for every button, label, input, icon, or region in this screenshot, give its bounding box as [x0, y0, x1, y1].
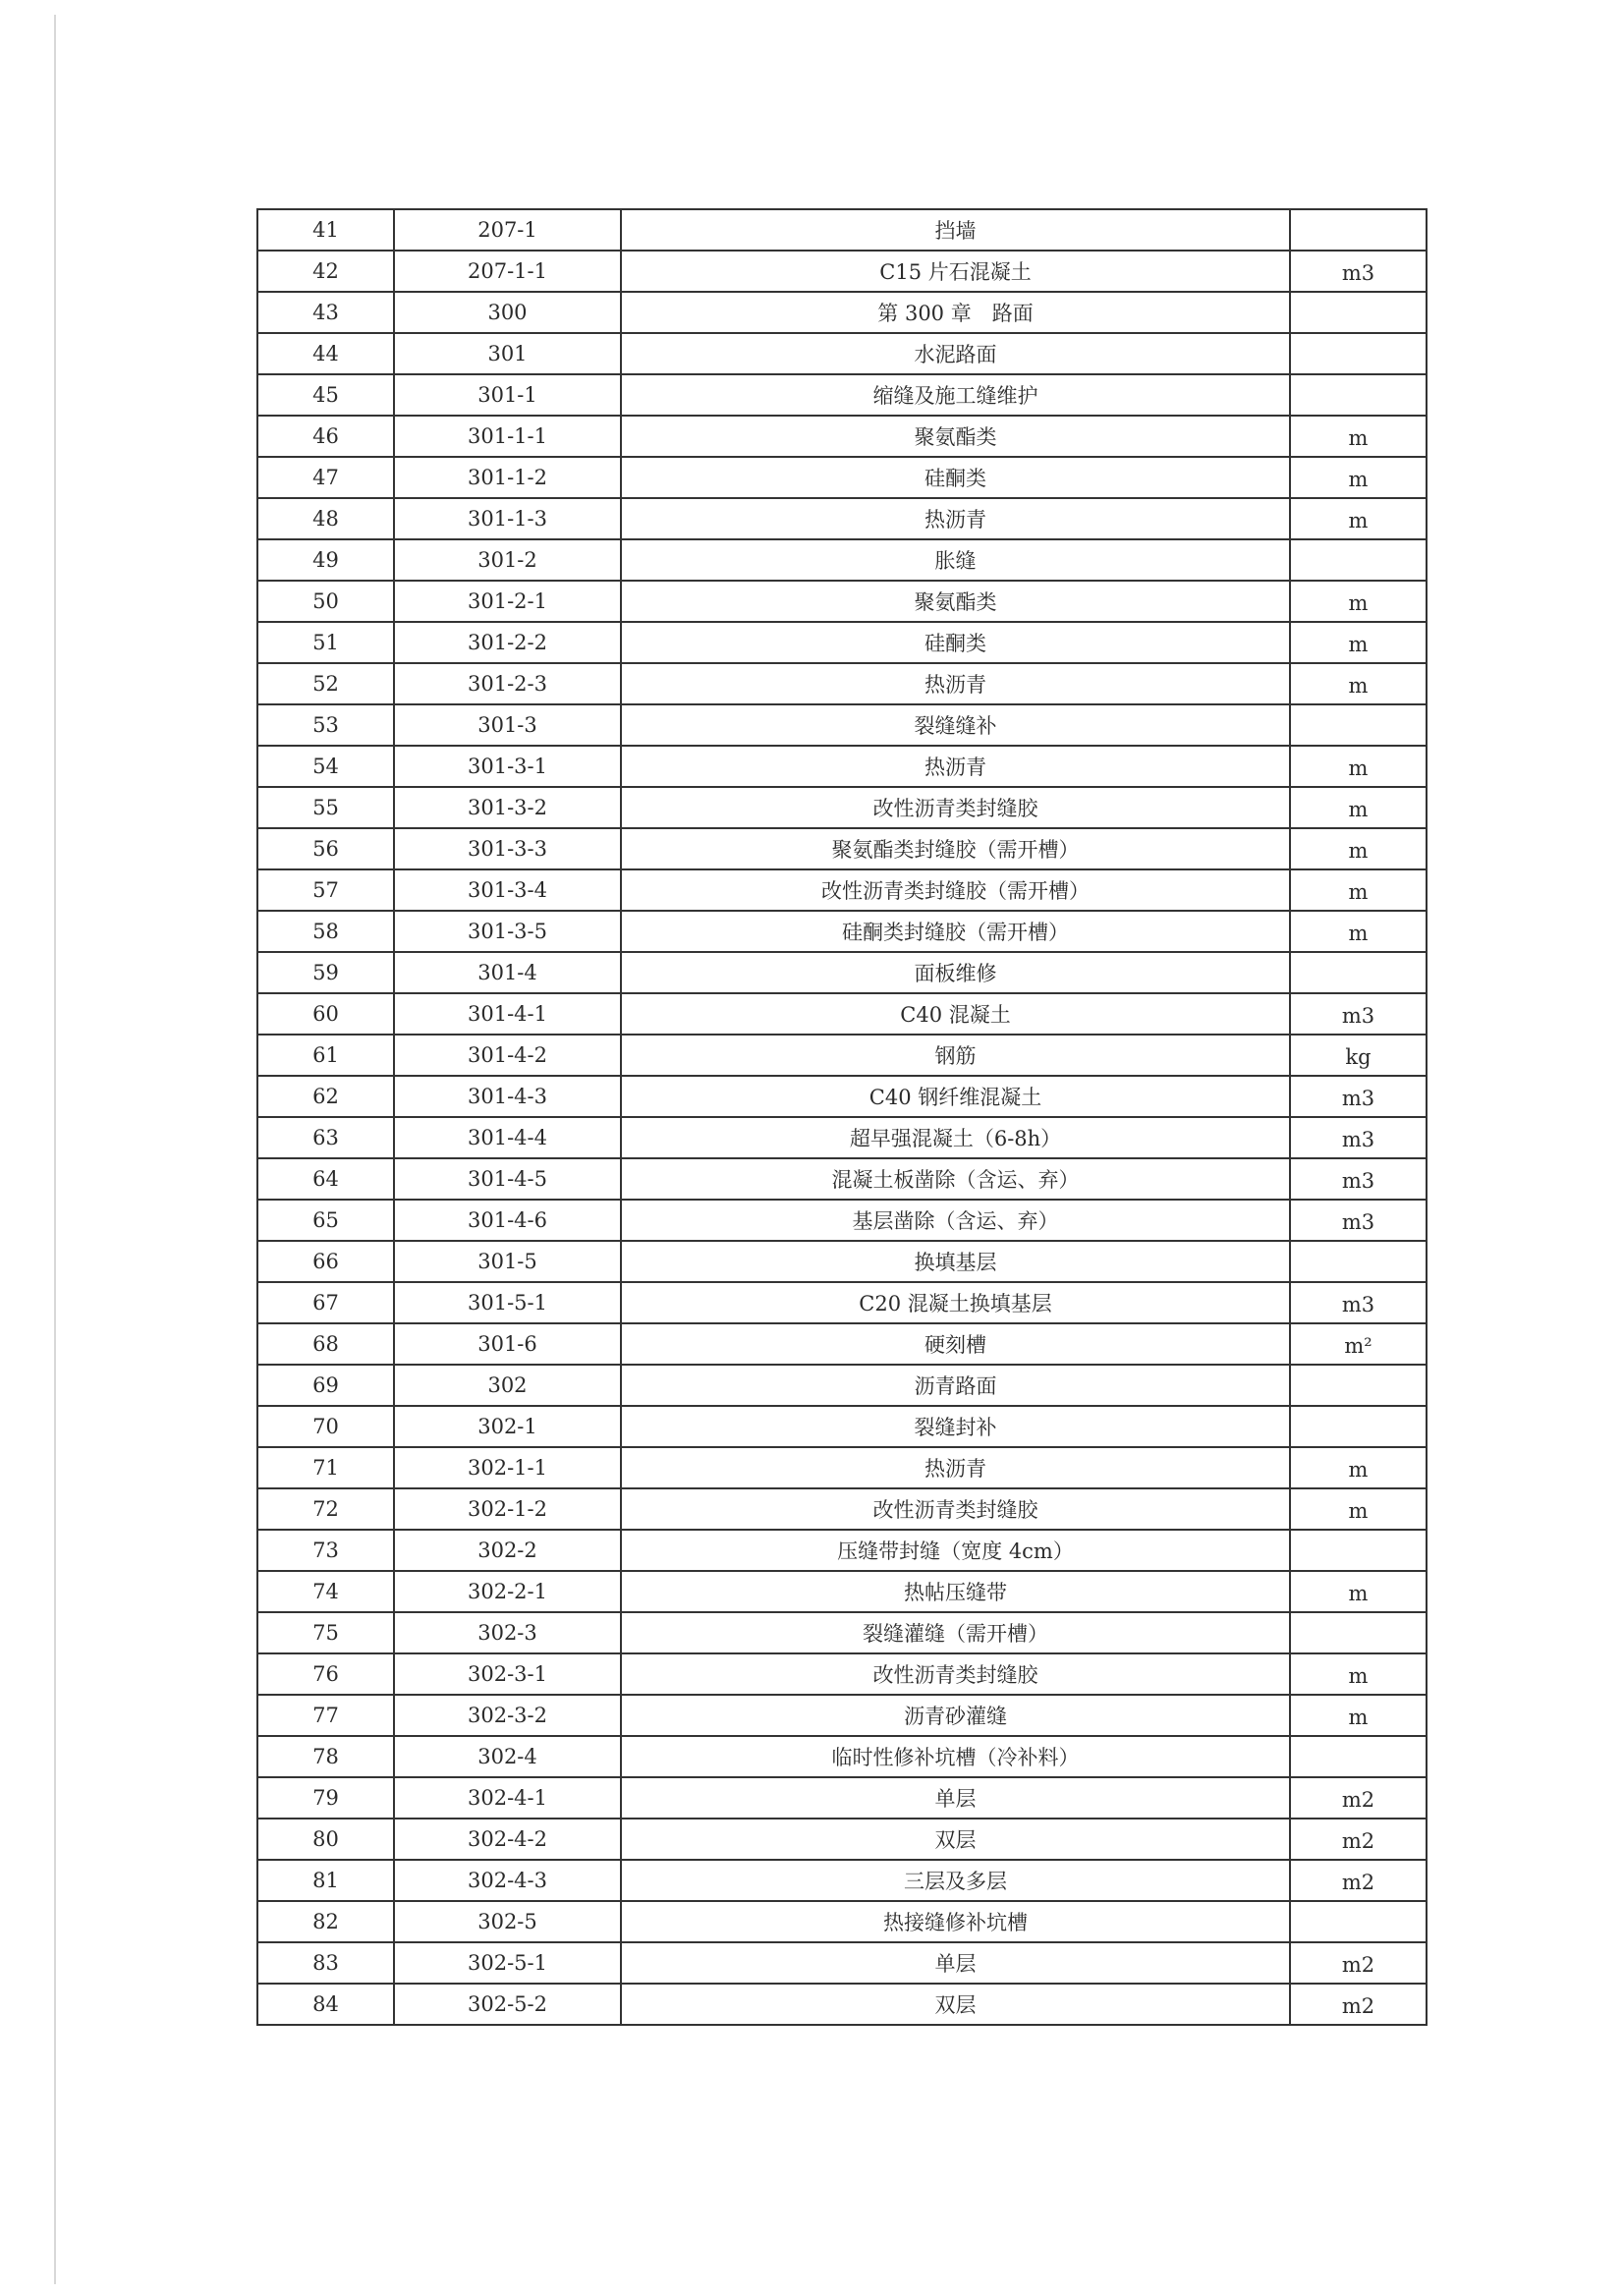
item-name-cell: 改性沥青类封缝胶（需开槽）	[621, 869, 1290, 911]
unit-cell: m	[1290, 498, 1427, 539]
item-name-cell: 裂缝封补	[621, 1406, 1290, 1447]
item-code-cell: 207-1	[394, 209, 621, 251]
table-row	[257, 1365, 1427, 1406]
table-row	[257, 539, 1427, 581]
unit-cell	[1290, 1736, 1427, 1777]
row-number-cell: 46	[257, 416, 394, 457]
table-row	[257, 498, 1427, 539]
row-number-cell: 74	[257, 1571, 394, 1612]
unit-cell	[1290, 1612, 1427, 1653]
item-code-cell: 302-2-1	[394, 1571, 621, 1612]
item-name-cell: 缩缝及施工缝维护	[621, 374, 1290, 416]
item-code-cell: 301-5-1	[394, 1282, 621, 1323]
row-number-cell: 49	[257, 539, 394, 581]
item-code-cell: 207-1-1	[394, 251, 621, 292]
item-name-cell: 硬刻槽	[621, 1323, 1290, 1365]
table-row	[257, 374, 1427, 416]
row-number-cell: 83	[257, 1942, 394, 1984]
item-name-cell: 热沥青	[621, 498, 1290, 539]
item-code-cell: 301-4-1	[394, 993, 621, 1035]
item-code-cell: 301-3-3	[394, 828, 621, 869]
item-code-cell: 302-3	[394, 1612, 621, 1653]
table-row	[257, 746, 1427, 787]
item-name-cell: 临时性修补坑槽（冷补料）	[621, 1736, 1290, 1777]
table-row	[257, 663, 1427, 704]
table-row	[257, 416, 1427, 457]
unit-cell: m2	[1290, 1777, 1427, 1819]
row-number-cell: 80	[257, 1819, 394, 1860]
row-number-cell: 72	[257, 1488, 394, 1530]
table-row	[257, 993, 1427, 1035]
row-number-cell: 48	[257, 498, 394, 539]
table-row	[257, 1200, 1427, 1241]
item-name-cell: 热帖压缝带	[621, 1571, 1290, 1612]
unit-cell: m2	[1290, 1984, 1427, 2025]
row-number-cell: 56	[257, 828, 394, 869]
item-name-cell: 挡墙	[621, 209, 1290, 251]
item-name-cell: 沥青砂灌缝	[621, 1695, 1290, 1736]
item-name-cell: 聚氨酯类	[621, 416, 1290, 457]
item-name-cell: 改性沥青类封缝胶	[621, 787, 1290, 828]
item-name-cell: 硅酮类	[621, 622, 1290, 663]
unit-cell: m	[1290, 1447, 1427, 1488]
item-name-cell: 三层及多层	[621, 1860, 1290, 1901]
unit-cell: m	[1290, 1488, 1427, 1530]
document-table-container	[256, 208, 1428, 2026]
unit-cell	[1290, 1241, 1427, 1282]
table-row	[257, 1612, 1427, 1653]
item-code-cell: 302-1-1	[394, 1447, 621, 1488]
unit-cell: m2	[1290, 1860, 1427, 1901]
row-number-cell: 64	[257, 1158, 394, 1200]
row-number-cell: 60	[257, 993, 394, 1035]
unit-cell: m	[1290, 828, 1427, 869]
work-items-table	[256, 208, 1428, 2026]
unit-cell: m2	[1290, 1819, 1427, 1860]
table-row	[257, 828, 1427, 869]
item-code-cell: 301-4-5	[394, 1158, 621, 1200]
row-number-cell: 62	[257, 1076, 394, 1117]
item-code-cell: 301-6	[394, 1323, 621, 1365]
unit-cell	[1290, 952, 1427, 993]
table-row	[257, 1406, 1427, 1447]
unit-cell: m2	[1290, 1942, 1427, 1984]
table-row	[257, 1530, 1427, 1571]
item-name-cell: 混凝土板凿除（含运、弃）	[621, 1158, 1290, 1200]
row-number-cell: 57	[257, 869, 394, 911]
row-number-cell: 81	[257, 1860, 394, 1901]
table-row	[257, 622, 1427, 663]
unit-cell: m	[1290, 1695, 1427, 1736]
table-row	[257, 1282, 1427, 1323]
item-code-cell: 301-2	[394, 539, 621, 581]
row-number-cell: 84	[257, 1984, 394, 2025]
item-code-cell: 302-4-3	[394, 1860, 621, 1901]
item-code-cell: 301-3-4	[394, 869, 621, 911]
row-number-cell: 73	[257, 1530, 394, 1571]
table-row	[257, 1117, 1427, 1158]
unit-cell	[1290, 539, 1427, 581]
unit-cell: m3	[1290, 1282, 1427, 1323]
item-code-cell: 302	[394, 1365, 621, 1406]
row-number-cell: 65	[257, 1200, 394, 1241]
row-number-cell: 53	[257, 704, 394, 746]
item-code-cell: 301-1-1	[394, 416, 621, 457]
row-number-cell: 45	[257, 374, 394, 416]
unit-cell: m3	[1290, 1158, 1427, 1200]
table-row	[257, 1035, 1427, 1076]
row-number-cell: 44	[257, 333, 394, 374]
item-code-cell: 302-2	[394, 1530, 621, 1571]
row-number-cell: 82	[257, 1901, 394, 1942]
row-number-cell: 54	[257, 746, 394, 787]
item-code-cell: 301	[394, 333, 621, 374]
item-name-cell: C20 混凝土换填基层	[621, 1282, 1290, 1323]
table-row	[257, 1447, 1427, 1488]
item-name-cell: 水泥路面	[621, 333, 1290, 374]
row-number-cell: 67	[257, 1282, 394, 1323]
item-name-cell: C40 钢纤维混凝土	[621, 1076, 1290, 1117]
table-row	[257, 952, 1427, 993]
row-number-cell: 68	[257, 1323, 394, 1365]
unit-cell: m²	[1290, 1323, 1427, 1365]
table-row	[257, 1653, 1427, 1695]
row-number-cell: 71	[257, 1447, 394, 1488]
item-code-cell: 301-4-3	[394, 1076, 621, 1117]
row-number-cell: 59	[257, 952, 394, 993]
item-name-cell: 裂缝缝补	[621, 704, 1290, 746]
item-name-cell: 双层	[621, 1984, 1290, 2025]
table-row	[257, 787, 1427, 828]
item-name-cell: 热沥青	[621, 746, 1290, 787]
item-code-cell: 301-5	[394, 1241, 621, 1282]
item-code-cell: 302-3-2	[394, 1695, 621, 1736]
item-code-cell: 301-4-2	[394, 1035, 621, 1076]
item-name-cell: 聚氨酯类	[621, 581, 1290, 622]
item-code-cell: 301-2-3	[394, 663, 621, 704]
row-number-cell: 41	[257, 209, 394, 251]
item-name-cell: 热沥青	[621, 663, 1290, 704]
row-number-cell: 75	[257, 1612, 394, 1653]
row-number-cell: 58	[257, 911, 394, 952]
table-row	[257, 1323, 1427, 1365]
table-row	[257, 1571, 1427, 1612]
table-row	[257, 869, 1427, 911]
item-name-cell: 胀缝	[621, 539, 1290, 581]
unit-cell: m3	[1290, 1076, 1427, 1117]
item-name-cell: 基层凿除（含运、弃）	[621, 1200, 1290, 1241]
row-number-cell: 51	[257, 622, 394, 663]
table-row	[257, 1860, 1427, 1901]
table-row	[257, 292, 1427, 333]
item-name-cell: 裂缝灌缝（需开槽）	[621, 1612, 1290, 1653]
item-code-cell: 301-4-4	[394, 1117, 621, 1158]
unit-cell: m	[1290, 869, 1427, 911]
row-number-cell: 43	[257, 292, 394, 333]
item-name-cell: 硅酮类	[621, 457, 1290, 498]
table-row	[257, 1488, 1427, 1530]
item-code-cell: 301-2-1	[394, 581, 621, 622]
item-name-cell: 压缝带封缝（宽度 4cm）	[621, 1530, 1290, 1571]
table-row	[257, 911, 1427, 952]
item-name-cell: C40 混凝土	[621, 993, 1290, 1035]
unit-cell	[1290, 1901, 1427, 1942]
table-row	[257, 1819, 1427, 1860]
item-name-cell: 钢筋	[621, 1035, 1290, 1076]
item-code-cell: 300	[394, 292, 621, 333]
table-row	[257, 333, 1427, 374]
item-code-cell: 302-5-1	[394, 1942, 621, 1984]
unit-cell	[1290, 209, 1427, 251]
item-code-cell: 301-4	[394, 952, 621, 993]
item-code-cell: 302-1	[394, 1406, 621, 1447]
unit-cell	[1290, 1365, 1427, 1406]
item-name-cell: 双层	[621, 1819, 1290, 1860]
table-row	[257, 1241, 1427, 1282]
item-code-cell: 301-1-3	[394, 498, 621, 539]
table-row	[257, 209, 1427, 251]
unit-cell	[1290, 1530, 1427, 1571]
table-row	[257, 457, 1427, 498]
table-row	[257, 704, 1427, 746]
item-code-cell: 302-1-2	[394, 1488, 621, 1530]
unit-cell: m	[1290, 1653, 1427, 1695]
unit-cell: m	[1290, 622, 1427, 663]
unit-cell: m	[1290, 663, 1427, 704]
unit-cell: m3	[1290, 1117, 1427, 1158]
item-code-cell: 301-4-6	[394, 1200, 621, 1241]
item-name-cell: 硅酮类封缝胶（需开槽）	[621, 911, 1290, 952]
unit-cell: m3	[1290, 251, 1427, 292]
item-name-cell: 第 300 章 路面	[621, 292, 1290, 333]
unit-cell: m3	[1290, 1200, 1427, 1241]
unit-cell: m	[1290, 457, 1427, 498]
scan-edge-line	[54, 15, 56, 2284]
unit-cell: m	[1290, 911, 1427, 952]
item-name-cell: 单层	[621, 1777, 1290, 1819]
item-code-cell: 302-3-1	[394, 1653, 621, 1695]
item-name-cell: 单层	[621, 1942, 1290, 1984]
item-code-cell: 301-2-2	[394, 622, 621, 663]
item-code-cell: 302-4-2	[394, 1819, 621, 1860]
row-number-cell: 42	[257, 251, 394, 292]
unit-cell	[1290, 292, 1427, 333]
row-number-cell: 78	[257, 1736, 394, 1777]
item-name-cell: C15 片石混凝土	[621, 251, 1290, 292]
item-name-cell: 热沥青	[621, 1447, 1290, 1488]
table-row	[257, 1695, 1427, 1736]
table-row	[257, 1901, 1427, 1942]
row-number-cell: 70	[257, 1406, 394, 1447]
item-code-cell: 302-4-1	[394, 1777, 621, 1819]
unit-cell: m	[1290, 787, 1427, 828]
row-number-cell: 79	[257, 1777, 394, 1819]
item-code-cell: 301-1	[394, 374, 621, 416]
table-row	[257, 1158, 1427, 1200]
row-number-cell: 55	[257, 787, 394, 828]
unit-cell: m	[1290, 581, 1427, 622]
row-number-cell: 66	[257, 1241, 394, 1282]
table-row	[257, 1736, 1427, 1777]
unit-cell: m	[1290, 416, 1427, 457]
item-name-cell: 换填基层	[621, 1241, 1290, 1282]
item-code-cell: 301-1-2	[394, 457, 621, 498]
unit-cell: kg	[1290, 1035, 1427, 1076]
item-name-cell: 改性沥青类封缝胶	[621, 1653, 1290, 1695]
item-code-cell: 302-5	[394, 1901, 621, 1942]
unit-cell: m	[1290, 1571, 1427, 1612]
item-name-cell: 超早强混凝土（6-8h）	[621, 1117, 1290, 1158]
item-code-cell: 301-3	[394, 704, 621, 746]
row-number-cell: 63	[257, 1117, 394, 1158]
row-number-cell: 76	[257, 1653, 394, 1695]
row-number-cell: 69	[257, 1365, 394, 1406]
unit-cell	[1290, 374, 1427, 416]
item-code-cell: 302-4	[394, 1736, 621, 1777]
row-number-cell: 52	[257, 663, 394, 704]
table-row	[257, 581, 1427, 622]
item-code-cell: 301-3-2	[394, 787, 621, 828]
item-code-cell: 302-5-2	[394, 1984, 621, 2025]
item-name-cell: 热接缝修补坑槽	[621, 1901, 1290, 1942]
table-row	[257, 1777, 1427, 1819]
item-name-cell: 改性沥青类封缝胶	[621, 1488, 1290, 1530]
table-row	[257, 1942, 1427, 1984]
item-name-cell: 面板维修	[621, 952, 1290, 993]
unit-cell: m3	[1290, 993, 1427, 1035]
unit-cell	[1290, 1406, 1427, 1447]
table-row	[257, 1984, 1427, 2025]
row-number-cell: 77	[257, 1695, 394, 1736]
unit-cell	[1290, 704, 1427, 746]
item-name-cell: 聚氨酯类封缝胶（需开槽）	[621, 828, 1290, 869]
item-name-cell: 沥青路面	[621, 1365, 1290, 1406]
item-code-cell: 301-3-5	[394, 911, 621, 952]
item-code-cell: 301-3-1	[394, 746, 621, 787]
unit-cell	[1290, 333, 1427, 374]
unit-cell: m	[1290, 746, 1427, 787]
row-number-cell: 61	[257, 1035, 394, 1076]
row-number-cell: 50	[257, 581, 394, 622]
table-row	[257, 251, 1427, 292]
row-number-cell: 47	[257, 457, 394, 498]
table-body	[257, 209, 1427, 2025]
table-row	[257, 1076, 1427, 1117]
